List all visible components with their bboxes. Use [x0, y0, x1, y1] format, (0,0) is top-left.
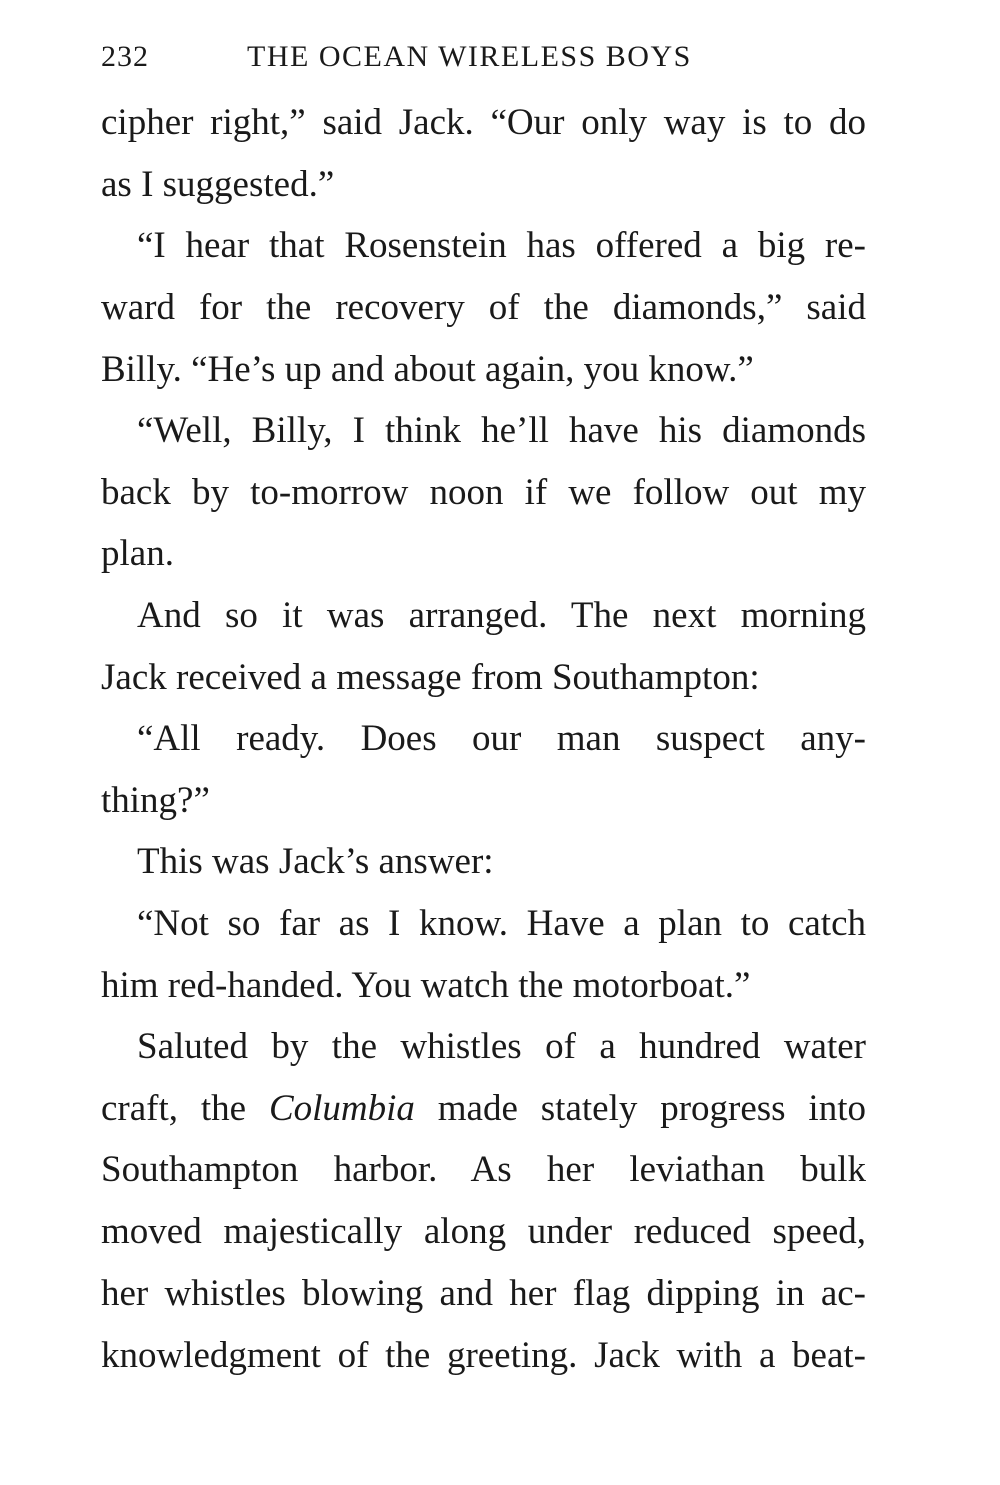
page-number: 232: [101, 40, 149, 73]
text-line: And so it was arranged. The next morning: [137, 595, 866, 636]
text-line: “Well, Billy, I think he’ll have his diamonds: [137, 410, 866, 451]
text-line: back by to-morrow noon if we follow out my: [101, 472, 866, 513]
text-line: This was Jack’s answer:: [137, 841, 494, 882]
text-line: “All ready. Does our man suspect any-: [137, 718, 866, 759]
text-line-with-ship-name: [101, 1087, 866, 1131]
text-line: “Not so far as I know. Have a plan to catch: [137, 903, 866, 944]
text-line: him red-handed. You watch the motorboat.”: [101, 965, 751, 1006]
text-line: moved majestically along under reduced speed,: [101, 1211, 866, 1252]
running-title: THE OCEAN WIRELESS BOYS: [247, 40, 692, 73]
craft-line-before: craft, the: [101, 1088, 269, 1129]
text-line: ward for the recovery of the diamonds,” said: [101, 287, 866, 328]
text-line: thing?”: [101, 780, 210, 821]
craft-line-after: made stately progress into: [414, 1088, 866, 1129]
text-line: knowledgment of the greeting. Jack with a beat-: [101, 1335, 866, 1376]
text-line: as I suggested.”: [101, 164, 335, 205]
text-line: Jack received a message from Southampton:: [101, 657, 760, 698]
running-header: [101, 40, 801, 80]
text-line: Saluted by the whistles of a hundred water: [137, 1026, 866, 1067]
text-line: “I hear that Rosenstein has offered a big re-: [137, 225, 866, 266]
text-line: plan.: [101, 533, 174, 574]
ship-name: Columbia: [268, 1088, 415, 1129]
text-line: cipher right,” said Jack. “Our only way is to do: [101, 102, 866, 143]
text-line: Southampton harbor. As her leviathan bulk: [101, 1149, 866, 1190]
text-line: Billy. “He’s up and about again, you know.”: [101, 349, 754, 390]
text-line: her whistles blowing and her flag dipping in ac-: [101, 1273, 866, 1314]
